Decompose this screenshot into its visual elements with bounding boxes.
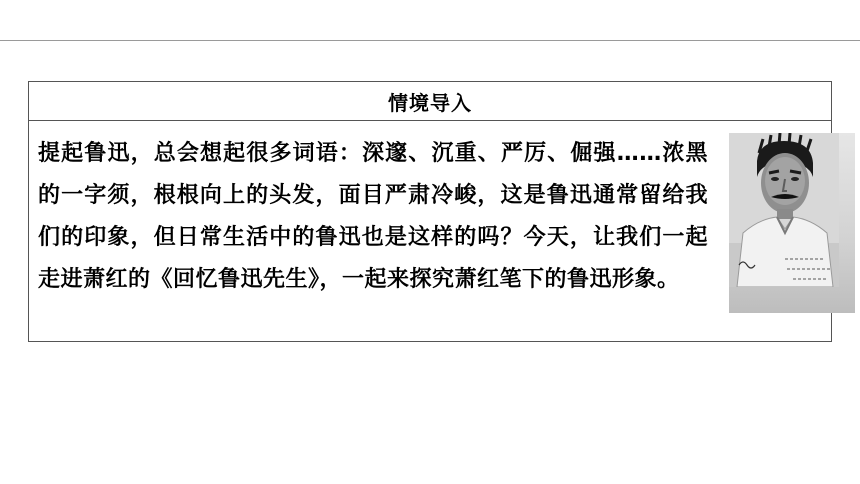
intro-box-body: [29, 121, 831, 341]
intro-box: [28, 81, 832, 342]
top-divider: [0, 40, 860, 41]
intro-box-header: [29, 82, 831, 121]
section-title: 情境导入: [388, 90, 472, 115]
portrait-photo-icon: [729, 133, 855, 313]
intro-paragraph: 提起鲁迅，总会想起很多词语：深邃、沉重、严厉、倔强……浓黑的一字须，根根向上的头发，面目严肃冷峻，这是鲁迅通常留给我们的印象，但日常生活中的鲁迅也是这样的吗？今天，让我们一起走进萧红的《回忆鲁迅先生》，一起来探究萧红笔下的鲁迅形象。: [38, 141, 708, 292]
